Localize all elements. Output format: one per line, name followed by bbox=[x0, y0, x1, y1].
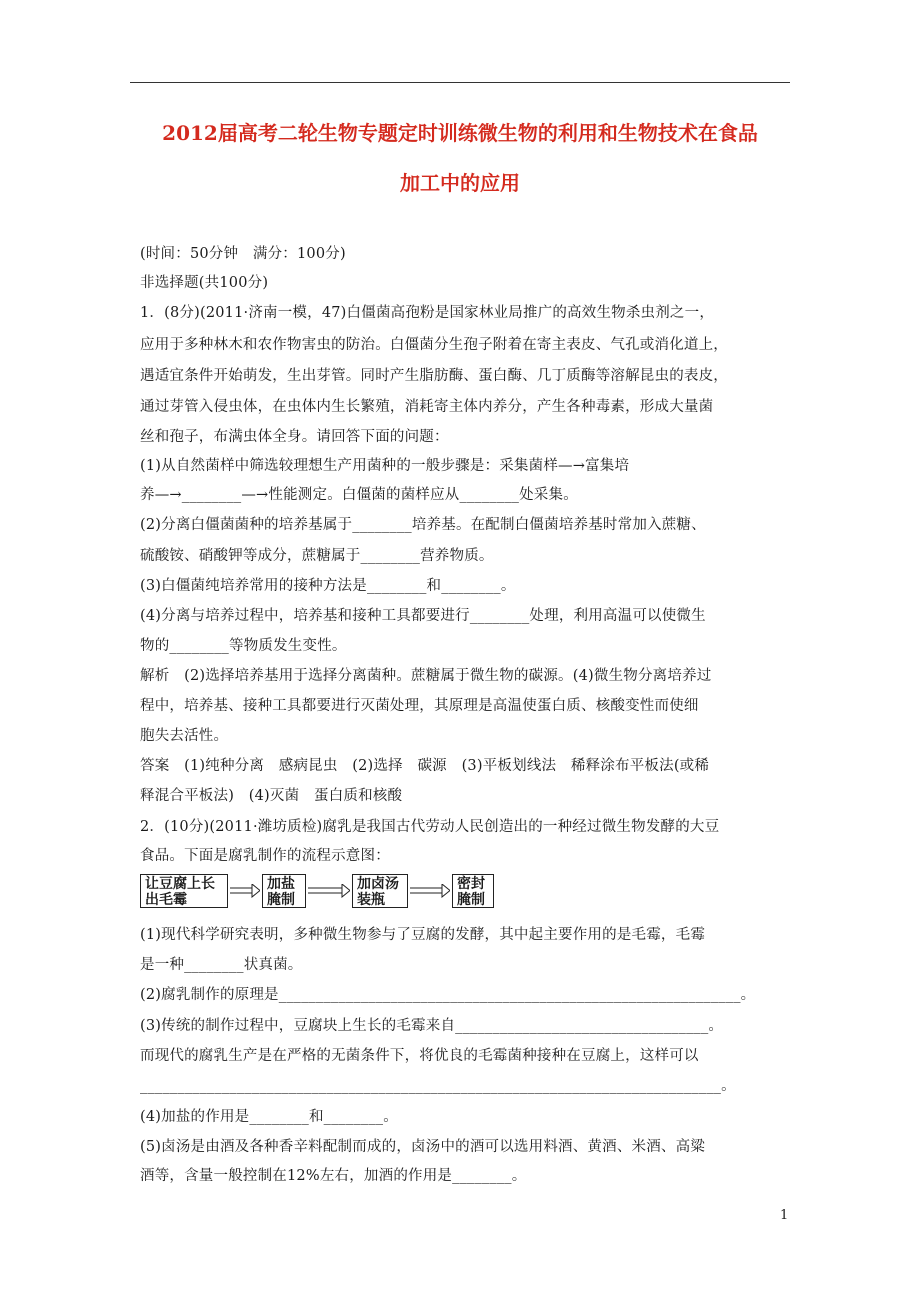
text-line: 丝和孢子，布满虫体全身。请回答下面的问题： bbox=[140, 429, 449, 445]
answer-line: 释混合平板法) (4)灭菌 蛋白质和核酸 bbox=[140, 788, 403, 804]
text-line: 养—→________—→性能测定。白僵菌的菌样应从________处采集。 bbox=[140, 487, 578, 503]
text-line: (2)分离白僵菌菌种的培养基属于________培养基。在配制白僵菌培养基时常加入蔗糖、 bbox=[140, 517, 706, 533]
section-heading: 非选择题(共100分) bbox=[140, 275, 269, 291]
text-line: (5)卤汤是由酒及各种香辛料配制而成的，卤汤中的酒可以选用料酒、黄酒、米酒、高粱 bbox=[140, 1139, 706, 1155]
text-line: (4)加盐的作用是________和________。 bbox=[140, 1109, 398, 1125]
page-title-line-2: 加工中的应用 bbox=[400, 171, 520, 195]
text-line: 食品。下面是腐乳制作的流程示意图： bbox=[140, 848, 390, 864]
flow-box-text: 加卤汤 bbox=[357, 876, 399, 892]
text-line: ______________________________________________________________________________。 bbox=[140, 1078, 736, 1094]
flow-box-3 bbox=[352, 874, 408, 908]
text-line: 通过芽管入侵虫体，在虫体内生长繁殖，消耗寄主体内养分，产生各种毒素，形成大量菌 bbox=[140, 399, 714, 415]
text-line: 硫酸铵、硝酸钾等成分，蔗糖属于________营养物质。 bbox=[140, 548, 494, 564]
text-line: 2．(10分)(2011·潍坊质检)腐乳是我国古代劳动人民创造出的一种经过微生物发酵的大豆 bbox=[140, 819, 720, 835]
flow-box-text: 腌制 bbox=[457, 892, 485, 908]
analysis-line: 程中，培养基、接种工具都要进行灭菌处理，其原理是高温使蛋白质、核酸变性而使细 bbox=[140, 698, 699, 714]
flow-box-text: 让豆腐上长 bbox=[145, 876, 215, 892]
text-line: 是一种________状真菌。 bbox=[140, 957, 303, 973]
flow-box-text: 密封 bbox=[457, 876, 485, 892]
header-rule bbox=[130, 82, 790, 83]
flow-diagram bbox=[140, 874, 500, 914]
flow-arrow-icon bbox=[308, 884, 350, 898]
page-title-line-1: 2012届高考二轮生物专题定时训练微生物的利用和生物技术在食品 bbox=[162, 121, 758, 145]
exam-info: (时间：50分钟 满分：100分) bbox=[140, 246, 346, 262]
flow-box-2 bbox=[262, 874, 306, 908]
text-line: (1)从自然菌样中筛选较理想生产用菌种的一般步骤是：采集菌样—→富集培 bbox=[140, 458, 630, 474]
text-line: (3)传统的制作过程中，豆腐块上生长的毛霉来自__________________________________。 bbox=[140, 1018, 724, 1034]
flow-box-1 bbox=[140, 874, 228, 908]
text-line: (2)腐乳制作的原理是______________________________________________________________。 bbox=[140, 987, 756, 1003]
flow-box-4 bbox=[452, 874, 494, 908]
analysis-line: 解析 (2)选择培养基用于选择分离菌种。蔗糖属于微生物的碳源。(4)微生物分离培养过 bbox=[140, 668, 712, 684]
flow-box-text: 装瓶 bbox=[357, 892, 385, 908]
flow-box-text: 加盐 bbox=[267, 876, 295, 892]
text-line: (1)现代科学研究表明，多种微生物参与了豆腐的发酵，其中起主要作用的是毛霉，毛霉 bbox=[140, 927, 706, 943]
flow-box-text: 腌制 bbox=[267, 892, 295, 908]
analysis-line: 胞失去活性。 bbox=[140, 728, 229, 744]
answer-line: 答案 (1)纯种分离 感病昆虫 (2)选择 碳源 (3)平板划线法 稀释涂布平板法(或稀 bbox=[140, 758, 710, 774]
text-line: 1．(8分)(2011·济南一模，47)白僵菌高孢粉是国家林业局推广的高效生物杀虫剂之一， bbox=[140, 305, 715, 321]
flow-arrow-icon bbox=[410, 884, 450, 898]
flow-arrow-icon bbox=[230, 884, 260, 898]
text-line: 应用于多种林木和农作物害虫的防治。白僵菌分生孢子附着在寄主表皮、气孔或消化道上， bbox=[140, 337, 728, 353]
text-line: 物的________等物质发生变性。 bbox=[140, 638, 347, 654]
flow-box-text: 出毛霉 bbox=[145, 892, 187, 908]
page-number: 1 bbox=[780, 1208, 789, 1223]
text-line: 而现代的腐乳生产是在严格的无菌条件下，将优良的毛霉菌种接种在豆腐上，这样可以 bbox=[140, 1048, 699, 1064]
text-line: 遇适宜条件开始萌发，生出芽管。同时产生脂肪酶、蛋白酶、几丁质酶等溶解昆虫的表皮， bbox=[140, 368, 728, 384]
text-line: (4)分离与培养过程中，培养基和接种工具都要进行________处理，利用高温可以使微生 bbox=[140, 608, 706, 624]
text-line: (3)白僵菌纯培养常用的接种方法是________和________。 bbox=[140, 578, 516, 594]
text-line: 酒等，含量一般控制在12%左右，加酒的作用是________。 bbox=[140, 1168, 527, 1184]
